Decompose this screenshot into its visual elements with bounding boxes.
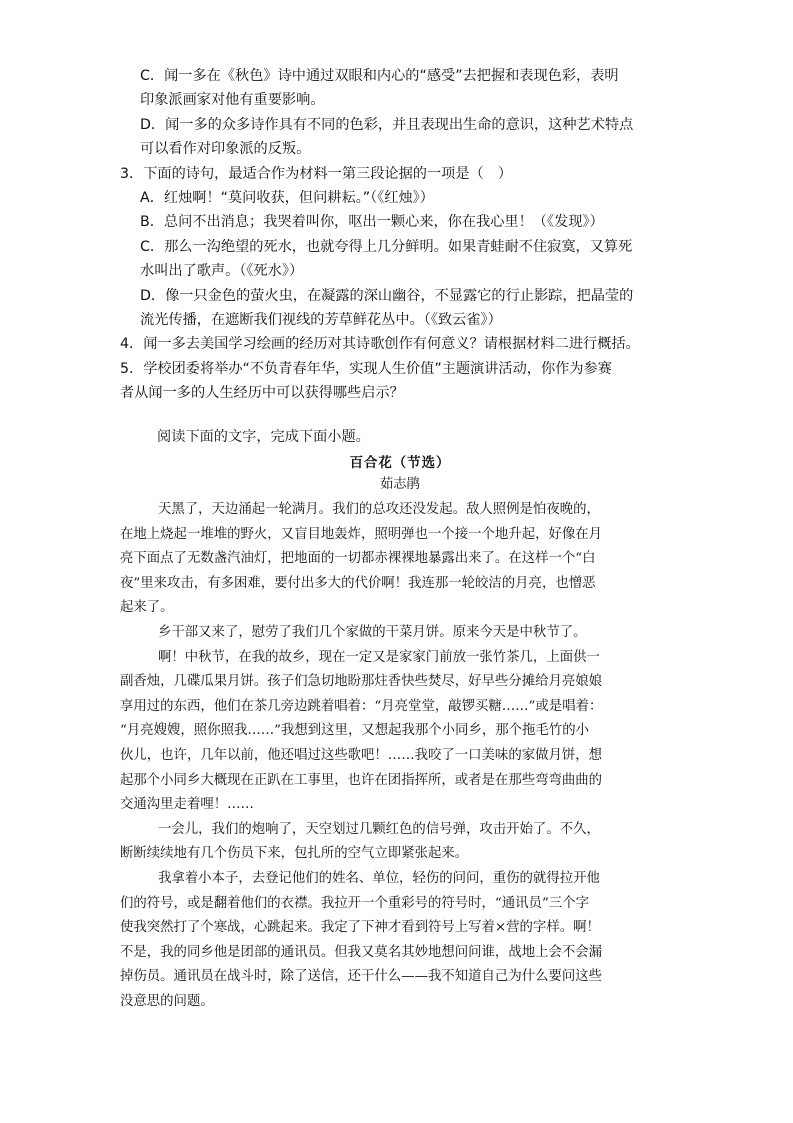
story-line: 亮下面点了无数盏汽油灯，把地面的一切都赤裸裸地暴露出来了。在这样一个“白 (120, 551, 596, 567)
question-line: 3．下面的诗句，最适合作为材料一第三段论据的一项是（ ） (120, 165, 513, 182)
story-paragraph (120, 646, 680, 818)
story-author: 茹志鹃 (379, 477, 421, 492)
story-line: 一会儿，我们的炮响了，天空划过几颗红色的信号弹，攻击开始了。不久， (158, 821, 600, 837)
question-line: D．像一只金色的萤火虫，在凝露的深山幽谷，不显露它的行止影踪，把晶莹的 (140, 287, 634, 304)
question-block (120, 64, 680, 406)
question-line: A．红烛啊！“莫问收获，但问耕耘。”（《红烛》） (140, 190, 434, 207)
reading-instruction: 阅读下面的文字，完成下面小题。 (157, 429, 370, 445)
story-paragraph (120, 818, 680, 867)
story-paragraph (120, 621, 680, 646)
story-line: 夜”里来攻击，有多困难，要付出多大的代价啊！我连那一轮皎洁的月亮，也憎恶 (120, 575, 596, 591)
question-line: D．闻一多的众多诗作具有不同的色彩，并且表现出生命的意识，这种艺术特点 (140, 116, 634, 133)
story-line: 享用过的东西，他们在茶几旁边跳着唱着：“月亮堂堂，敲锣买糖……”或是唱着： (120, 698, 603, 714)
story-line: 没意思的问题。 (120, 993, 214, 1009)
question-line: C．闻一多在《秋色》诗中通过双眼和内心的“感受”去把握和表现色彩，表明 (140, 68, 619, 84)
story-line: 天黑了，天边涌起一轮满月。我们的总攻还没发起。敌人照例是怕夜晚的， (158, 502, 600, 517)
story-line: 们的符号，或是翻着他们的衣襟。我拉开一个重彩号的符号时，“通讯员”三个字 (120, 895, 589, 911)
question-line: 流光传播，在遮断我们视线的芳草鲜花丛中。（《致云雀》） (140, 312, 502, 329)
question-line: 者从闻一多的人生经历中可以获得哪些启示？ (120, 385, 404, 402)
story-line: 副香烛，几碟瓜果月饼。孩子们急切地盼那炷香快些焚尽，好早些分摊给月亮娘娘 (120, 674, 603, 690)
story-line: 掉伤员。通讯员在战斗时，除了送信，还干什么——我不知道自己为什么要问这些 (120, 969, 603, 985)
story-line: 伙儿，也许，几年以前，他还唱过这些歌吧！……我咬了一口美味的家做月饼，想 (120, 747, 603, 763)
story-title: 百合花（节选） (349, 455, 451, 471)
story-paragraph (120, 498, 680, 621)
story-line: 在地上烧起一堆堆的野火，又盲目地轰炸，照明弹也一个接一个地升起，好像在月 (120, 526, 603, 542)
story-line: “月亮嫂嫂，照你照我……”我想到这里，又想起我那个小同乡，那个拖毛竹的小 (120, 723, 589, 739)
question-line: B．总问不出消息；我哭着叫你，呕出一颗心来，你在我心里！（《发现》） (140, 214, 604, 231)
story-paragraph (120, 867, 680, 1015)
story-line: 起那个小同乡大概现在正趴在工事里，也许在团指挥所，或者是在那些弯弯曲曲的 (120, 772, 603, 788)
question-line: 4．闻一多去美国学习绘画的经历对其诗歌创作有何意义？请根据材料二进行概括。 (120, 336, 640, 353)
story-line: 断断续续地有几个伤员下来，包扎所的空气立即紧张起来。 (120, 846, 469, 862)
story-line: 我拿着小本子，去登记他们的姓名、单位，轻伤的问问，重伤的就得拉开他 (158, 870, 600, 886)
story-line: 使我突然打了个寒战，心跳起来。我定了下神才看到符号上写着×营的字样。啊！ (120, 920, 600, 936)
story-excerpt (120, 452, 680, 1014)
question-line: 5．学校团委将举办“不负青春年华，实现人生价值”主题演讲活动，你作为参赛 (120, 360, 612, 377)
story-line: 乡干部又来了，慰劳了我们几个家做的干菜月饼。原来今天是中秋节了。 (158, 624, 587, 640)
story-line: 交通沟里走着哩！…… (120, 797, 254, 813)
question-line: 可以看作对印象派的反叛。 (140, 141, 311, 158)
question-line: C．那么一沟绝望的死水，也就夸得上几分鲜明。如果青蛙耐不住寂寞，又算死 (140, 238, 633, 255)
question-line: 水叫出了歌声。（《死水》） (140, 263, 304, 280)
story-line: 啊！中秋节，在我的故乡，现在一定又是家家门前放一张竹茶几，上面供一 (158, 649, 600, 665)
story-line: 起来了。 (120, 600, 174, 616)
story-line: 不是，我的同乡他是团部的通讯员。但我又莫名其妙地想问问谁，战地上会不会漏 (120, 944, 603, 960)
question-line: 印象派画家对他有重要影响。 (140, 92, 325, 109)
story-body (120, 498, 680, 1014)
